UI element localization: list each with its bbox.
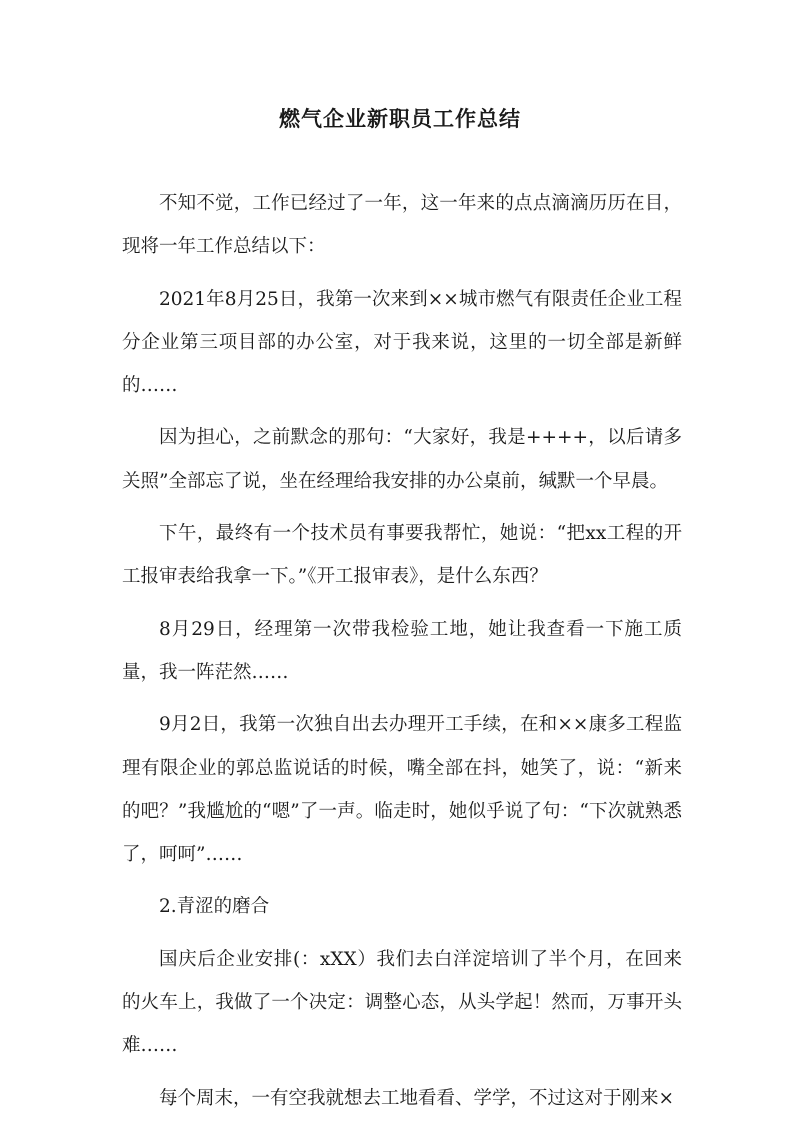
paragraph: 不知不觉，工作已经过了一年，这一年来的点点滴滴历历在目，现将一年工作总结以下：: [122, 193, 682, 258]
paragraph: 因为担心，之前默念的那句：“大家好，我是++++，以后请多关照”全部忘了说，坐在经理给我安排的办公桌前，缄默一个早晨。: [122, 427, 682, 492]
paragraph: 9月2日，我第一次独自出去办理开工手续，在和××康多工程监理有限企业的郭总监说话的时候，嘴全部在抖，她笑了，说：“新来的吧？”我尴尬的“嗯”了一声。临走时，她似乎说了句：“下次就熟悉了，呵呵”……: [122, 714, 682, 866]
paragraph: 2021年8月25日，我第一次来到××城市燃气有限责任企业工程分企业第三项目部的办公室，对于我来说，这里的一切全部是新鲜的……: [122, 288, 682, 397]
document-body: [122, 182, 682, 1120]
paragraph: 每个周末，一有空我就想去工地看看、学学，不过这对于刚来×: [159, 1087, 675, 1109]
paragraph: 下午，最终有一个技术员有事要我帮忙，她说：“把xx工程的开工报审表给我拿一下。”《开工报审表》，是什么东西？: [122, 523, 682, 588]
paragraph: 8月29日，经理第一次带我检验工地，她让我查看一下施工质量，我一阵茫然……: [122, 618, 682, 683]
paragraph: 国庆后企业安排(：xXX）我们去白洋淀培训了半个月，在回来的火车上，我做了一个决定：调整心态，从头学起！然而，万事开头难……: [122, 948, 682, 1057]
section-heading: 2.青涩的磨合: [159, 896, 270, 918]
document-title: 燃气企业新职员工作总结: [279, 106, 521, 131]
